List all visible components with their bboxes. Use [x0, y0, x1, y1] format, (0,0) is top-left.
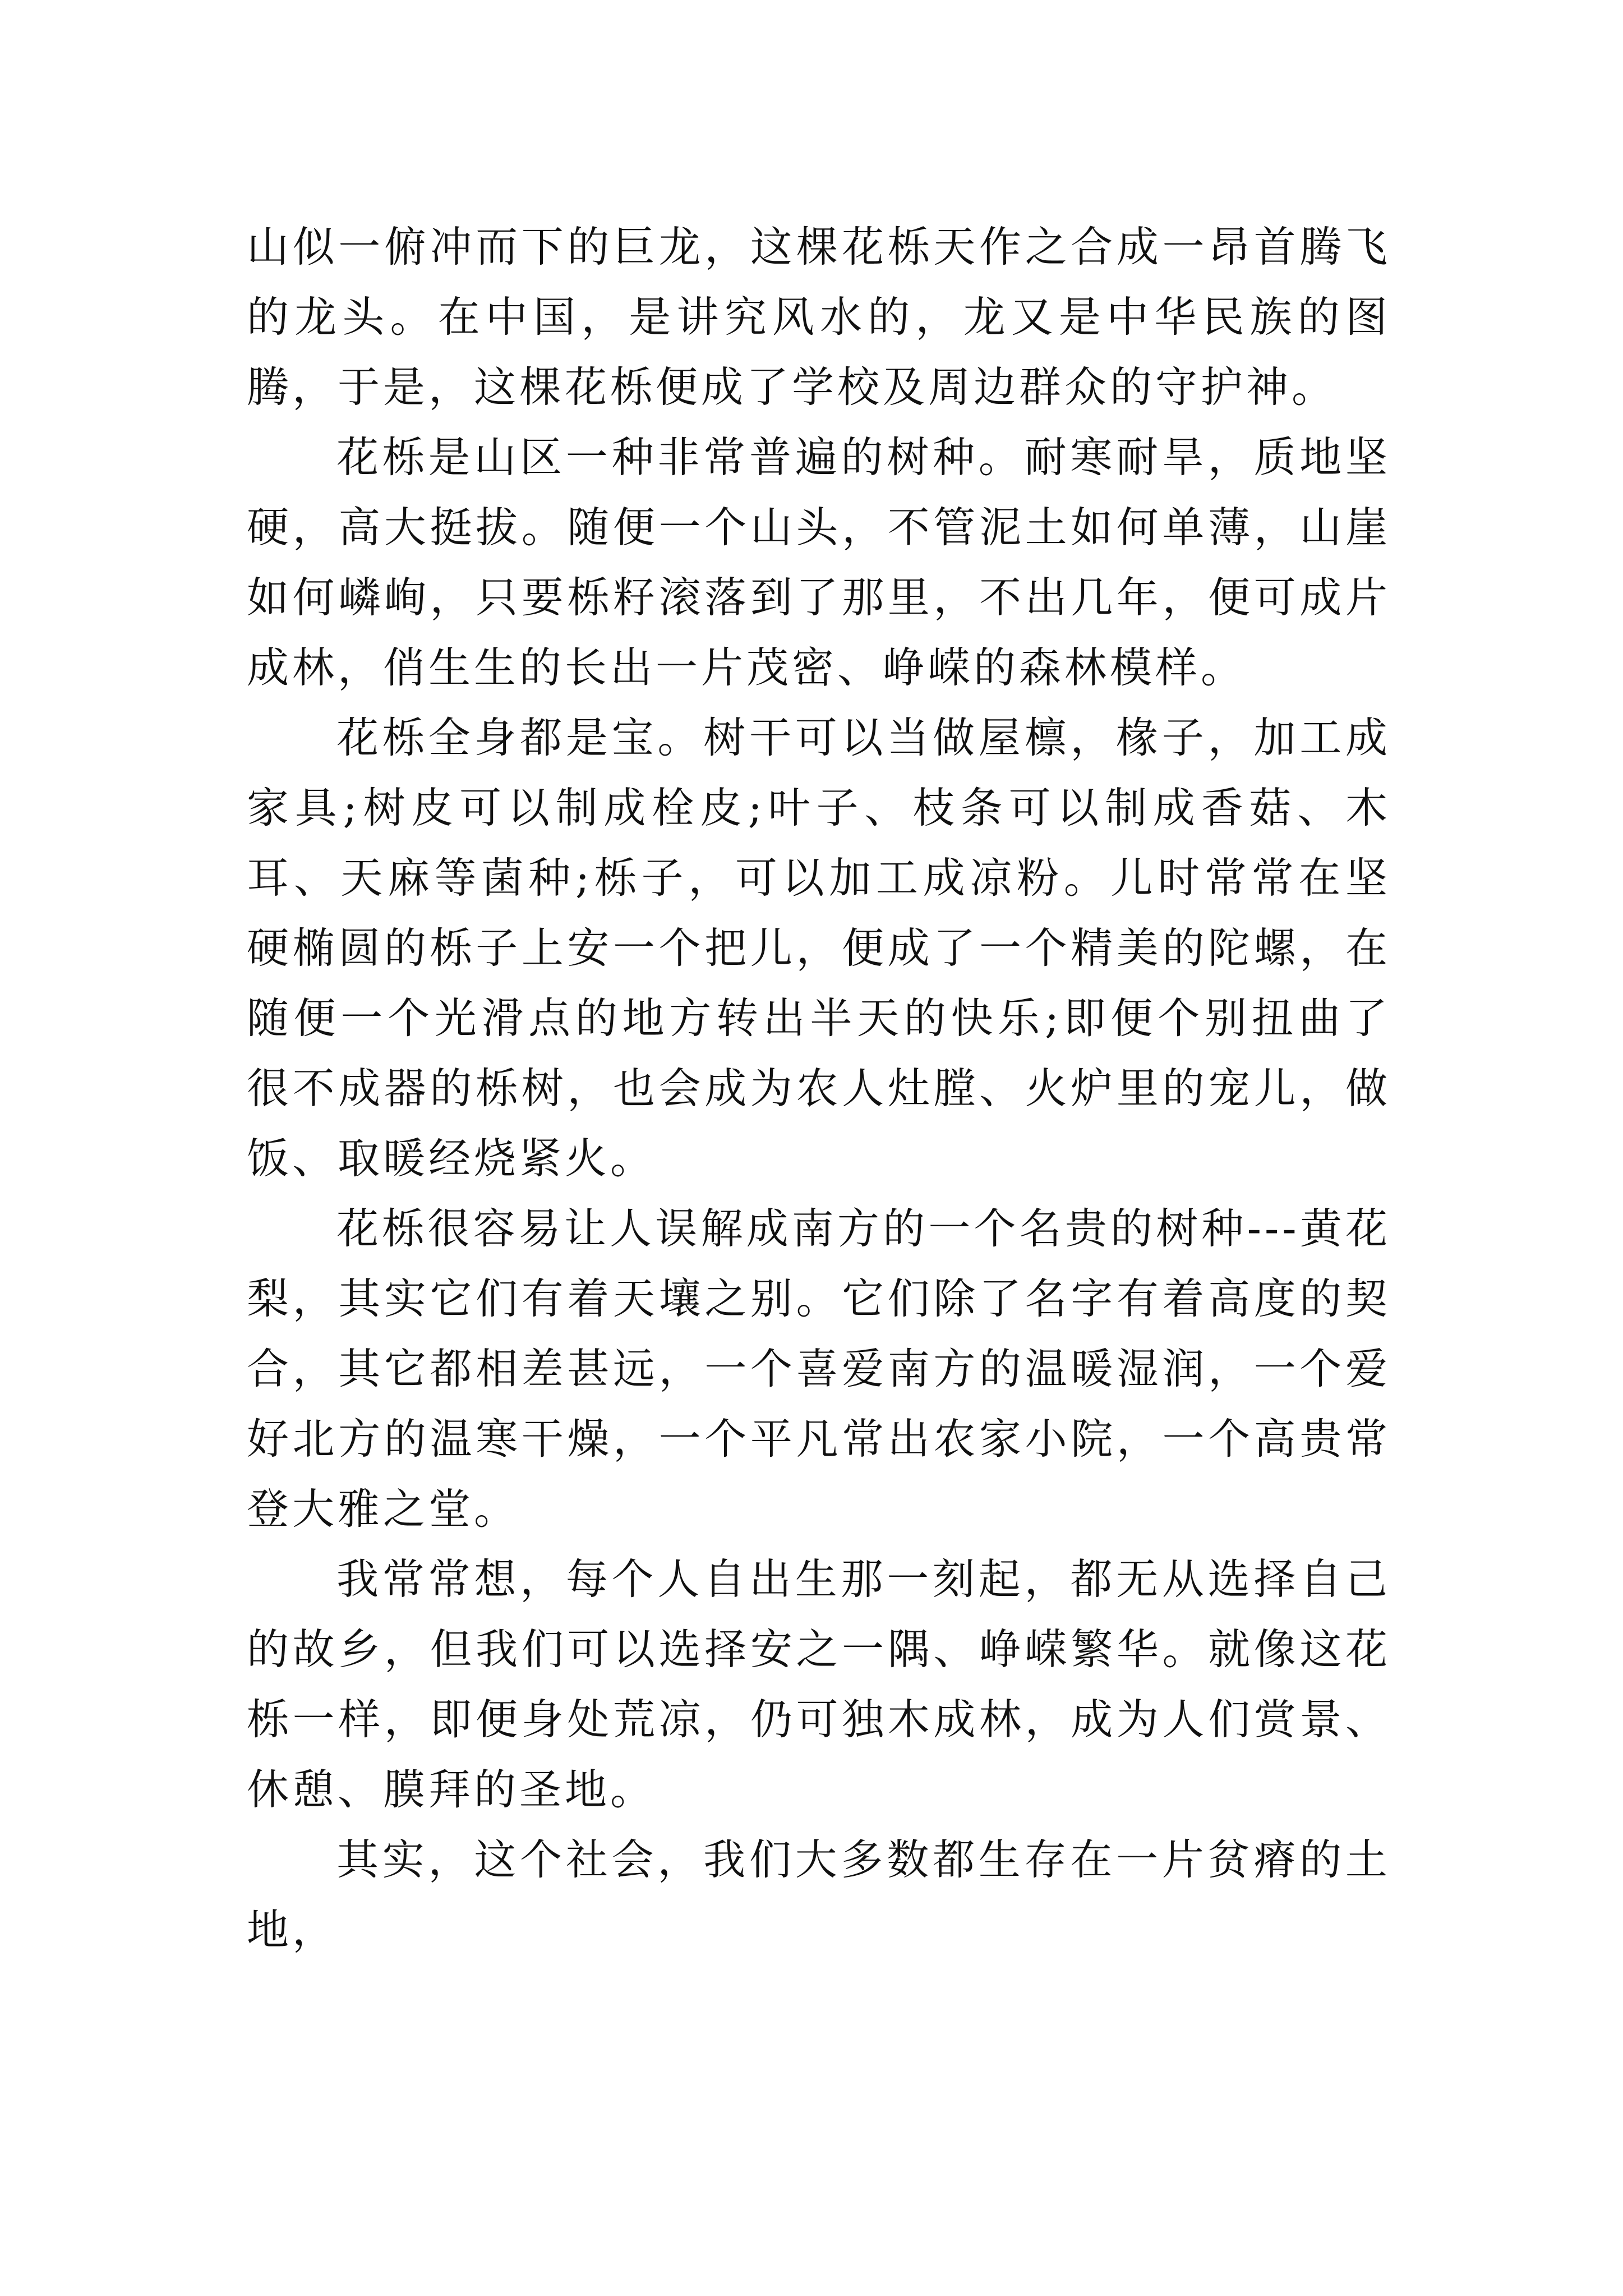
document-body	[247, 212, 1391, 1965]
paragraph-1: 山似一俯冲而下的巨龙，这棵花栎天作之合成一昂首腾飞的龙头。在中国，是讲究风水的，龙又是中华民族的图腾，于是，这棵花栎便成了学校及周边群众的守护神。	[247, 222, 1391, 412]
paragraph-4: 花栎很容易让人误解成南方的一个名贵的树种---黄花梨，其实它们有着天壤之别。它们除了名字有着高度的契合，其它都相差甚远，一个喜爱南方的温暖湿润，一个爱好北方的温寒干燥，一个平凡常出农家小院，一个高贵常登大雅之堂。	[247, 1204, 1391, 1534]
paragraph-6: 其实，这个社会，我们大多数都生存在一片贫瘠的土地，	[247, 1835, 1391, 1954]
paragraph-5: 我常常想，每个人自出生那一刻起，都无从选择自己的故乡，但我们可以选择安之一隅、峥嵘繁华。就像这花栎一样，即便身处荒凉，仍可独木成林，成为人们赏景、休憩、膜拜的圣地。	[247, 1554, 1391, 1814]
paragraph-3: 花栎全身都是宝。树干可以当做屋檩，椽子，加工成家具;树皮可以制成栓皮;叶子、枝条可以制成香菇、木耳、天麻等菌种;栎子，可以加工成凉粉。儿时常常在坚硬椭圆的栎子上安一个把儿，便成了一个精美的陀螺，在随便一个光滑点的地方转出半天的快乐;即便个别扭曲了很不成器的栎树，也会成为农人灶膛、火炉里的宠儿，做饭、取暖经烧紧火。	[247, 713, 1391, 1183]
paragraph-2: 花栎是山区一种非常普遍的树种。耐寒耐旱，质地坚硬，高大挺拔。随便一个山头，不管泥土如何单薄，山崖如何嶙峋，只要栎籽滚落到了那里，不出几年，便可成片成林，俏生生的长出一片茂密、峥嵘的森林模样。	[247, 432, 1391, 692]
